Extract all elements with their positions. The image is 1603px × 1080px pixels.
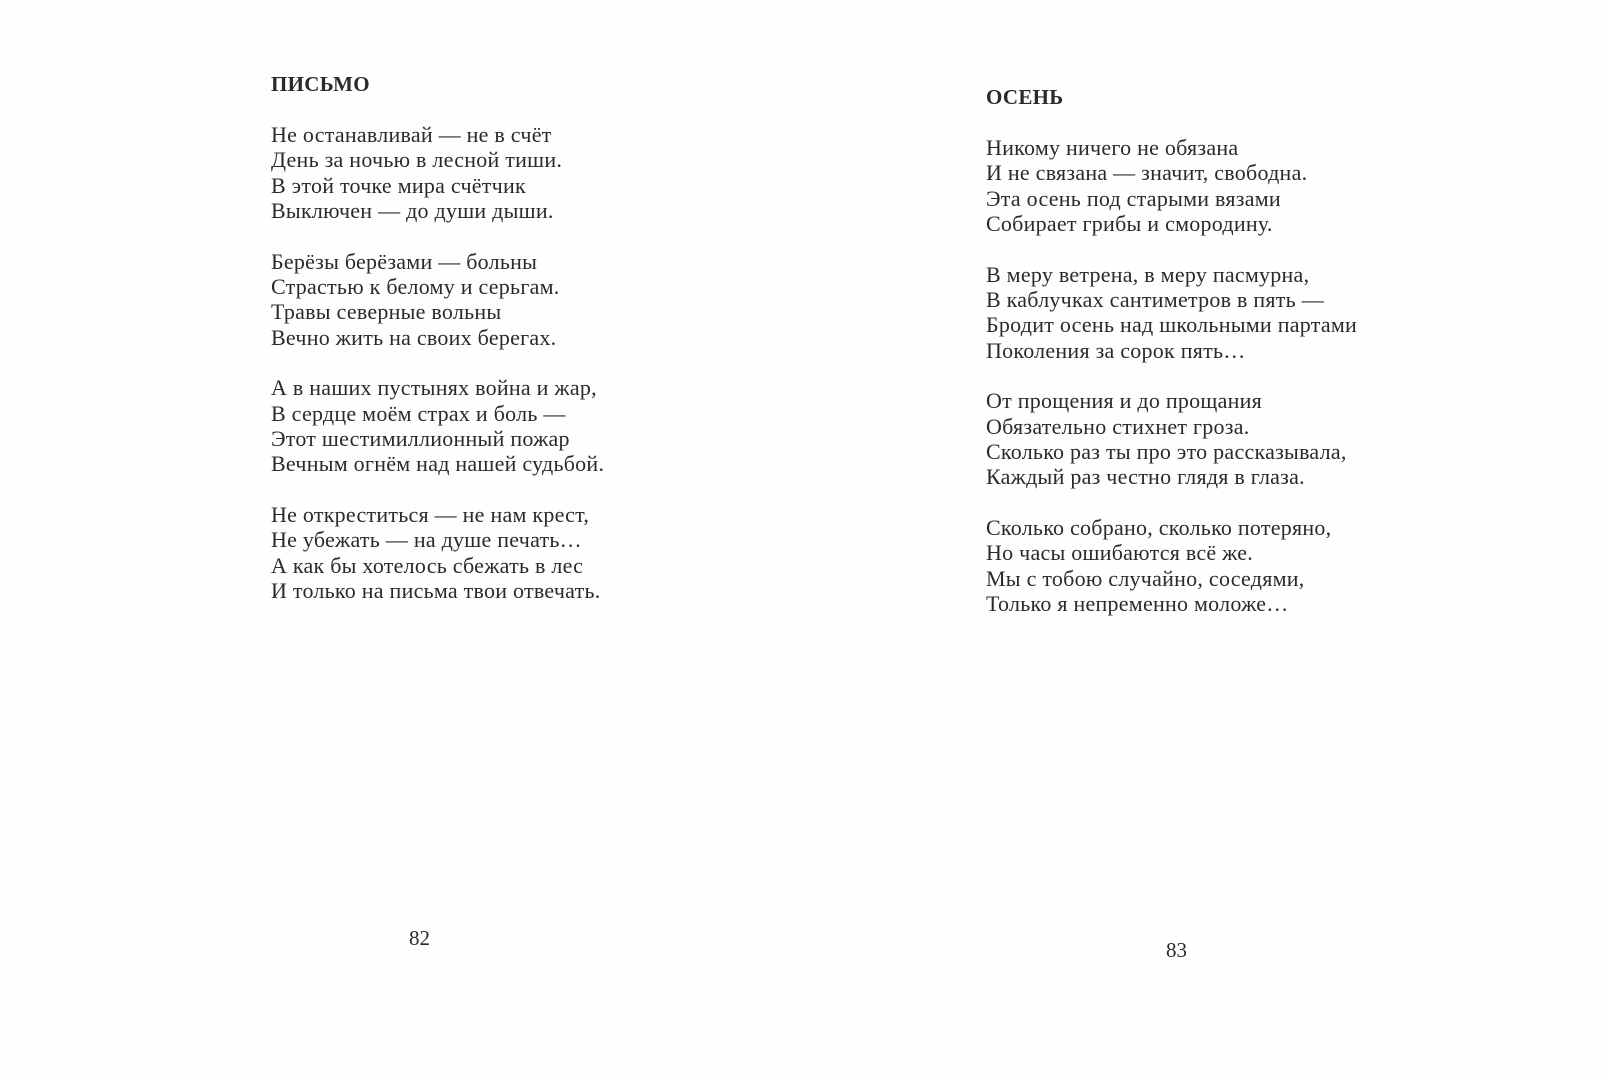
poem-body (271, 122, 604, 603)
poem-line: Собирает грибы и смородину. (986, 210, 1273, 236)
poem-line: От прощения и до прощания (986, 388, 1263, 414)
poem-line: Поколения за сорок пять… (986, 337, 1246, 363)
poem-line: Вечно жить на своих берегах. (271, 324, 557, 350)
stanza (986, 515, 1357, 616)
poem-title: ОСЕНЬ (986, 85, 1064, 109)
poem-line: Каждый раз честно глядя в глаза. (986, 464, 1305, 490)
poem-line: Этот шестимиллионный пожар (271, 425, 570, 451)
poem-line: Берёзы берёзами — больны (271, 248, 538, 274)
poem-line: А в наших пустынях война и жар, (271, 375, 597, 401)
poem-line: Обязательно стихнет гроза. (986, 413, 1250, 439)
right-page (800, 0, 1603, 1080)
poem-line: Не откреститься — не нам крест, (271, 502, 590, 528)
poem-line: И не связана — значит, свободна. (986, 160, 1308, 186)
poem-line: И только на письма твои отвечать. (271, 577, 601, 603)
poem (271, 71, 604, 629)
poem-line: В каблучках сантиметров в пять — (986, 286, 1324, 312)
poem-line: Эта осень под старыми вязами (986, 185, 1281, 211)
poem-line: Мы с тобою случайно, соседями, (986, 565, 1305, 591)
page-number: 83 (1166, 938, 1187, 962)
poem-line: Не останавливай — не в счёт (271, 122, 552, 147)
poem-line: Не убежать — на душе печать… (271, 527, 582, 553)
poem-line: В сердце моём страх и боль — (271, 400, 566, 426)
page-number: 82 (409, 926, 430, 950)
poem-line: А как бы хотелось сбежать в лес (271, 552, 584, 578)
poem-line: Сколько раз ты про это рассказывала, (986, 438, 1347, 464)
stanza (986, 388, 1357, 489)
poem-line: Страстью к белому и серьгам. (271, 273, 560, 299)
stanza (271, 375, 604, 476)
poem-line: Но часы ошибаются всё же. (986, 540, 1254, 566)
poem-line: Сколько собрано, сколько потеряно, (986, 515, 1332, 541)
poem-line: В меру ветрена, в меру пасмурна, (986, 261, 1310, 287)
poem-line: Только я непременно моложе… (986, 590, 1289, 616)
stanza (986, 262, 1357, 363)
poem-line: Выключен — до души дыши. (271, 197, 554, 223)
poem-title: ПИСЬМО (271, 72, 370, 96)
poem-line: Вечным огнём над нашей судьбой. (271, 451, 605, 477)
poem (986, 84, 1357, 642)
poem-line: Никому ничего не обязана (986, 135, 1239, 160)
poem-line: Травы северные вольны (271, 299, 502, 325)
left-page (0, 0, 800, 1080)
stanza (271, 502, 604, 603)
poem-body (986, 135, 1357, 616)
stanza (271, 122, 604, 223)
poem-line: Бродит осень над школьными партами (986, 312, 1358, 338)
stanza (986, 135, 1357, 236)
stanza (271, 249, 604, 350)
poem-line: День за ночью в лесной тиши. (271, 147, 563, 173)
poem-line: В этой точке мира счётчик (271, 172, 526, 198)
